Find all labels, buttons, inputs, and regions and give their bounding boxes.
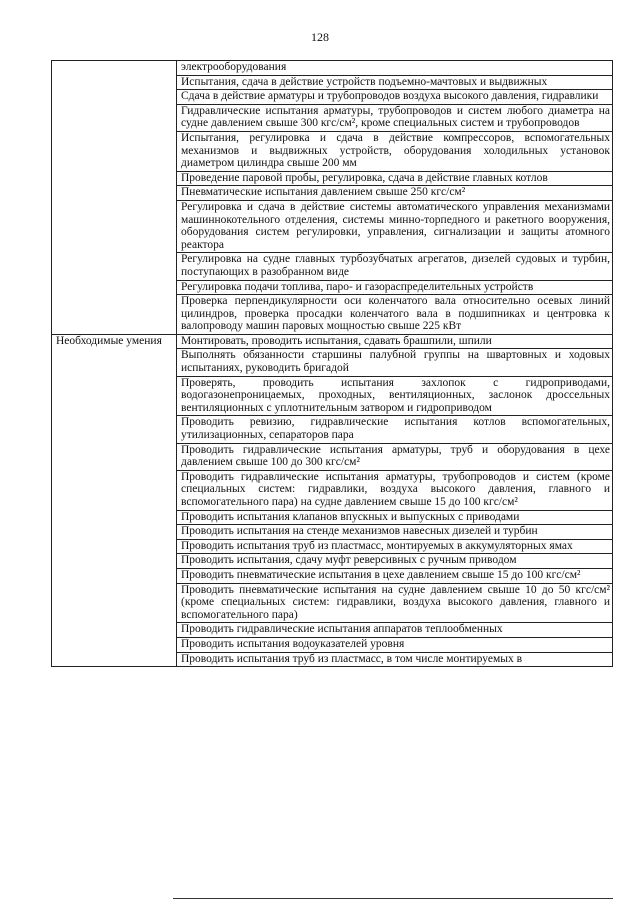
item-cell <box>177 295 613 335</box>
item-cell <box>177 568 613 583</box>
item-cell <box>177 510 613 525</box>
item-text: электрооборудования <box>181 61 287 73</box>
item-text: Регулировка и сдача в действие системы автоматического управления механизмами машиннокотельного отделения, системы минно-торпедного и ракетного вооружения, оборудования систем регулировки, управления, сигнализации и защиты атомного реактора <box>181 200 610 251</box>
label-cell-continued <box>52 61 177 335</box>
item-cell <box>177 90 613 105</box>
item-text: Проводить испытания, сдачу муфт реверсивных с ручным приводом <box>181 554 517 567</box>
item-text: Испытания, регулировка и сдача в действие компрессоров, вспомогательных механизмов и выдвижных устройств, оборудования холодильных установок диаметром цилиндра свыше 200 мм <box>181 131 610 170</box>
item-cell <box>177 349 613 376</box>
requirements-table <box>51 60 613 667</box>
item-cell <box>177 539 613 554</box>
item-text: Гидравлические испытания арматуры, трубопроводов и систем любого диаметра на судне давлением свыше 300 кгс/см², кроме специальных систем и трубопроводов <box>181 104 610 130</box>
item-text: Регулировка подачи топлива, паро- и газораспределительных устройств <box>181 280 534 293</box>
item-cell <box>177 334 613 349</box>
table-bottom-line <box>173 898 613 899</box>
item-cell <box>177 253 613 280</box>
item-text: Проводить испытания клапанов впускных и выпускных с приводами <box>181 510 520 523</box>
item-cell <box>177 583 613 623</box>
page-number: 128 <box>311 30 329 44</box>
item-text: Сдача в действие арматуры и трубопроводов воздуха высокого давления, гидравлики <box>181 90 599 103</box>
item-cell <box>177 75 613 90</box>
item-text: Регулировка на судне главных турбозубчатых агрегатов, дизелей судовых и турбин, поступающих в разобранном виде <box>181 253 610 278</box>
item-cell <box>177 554 613 569</box>
requirements-table-body <box>52 61 613 667</box>
item-text: Проводить гидравлические испытания арматуры, труб и оборудования в цехе давлением свыше 100 до 300 кгс/см² <box>181 443 610 469</box>
item-cell <box>177 200 613 252</box>
item-text: Пневматические испытания давлением свыше 250 кгс/см² <box>181 186 466 199</box>
item-text: Выполнять обязанности старшины палубной группы на швартовных и ходовых испытаниях, руководить бригадой <box>181 349 610 375</box>
label-cell-skills: Необходимые умения <box>52 334 177 666</box>
item-cell <box>177 131 613 171</box>
item-cell <box>177 470 613 510</box>
item-cell <box>177 104 613 131</box>
item-text: Монтировать, проводить испытания, сдавать брашпили, шпили <box>181 334 492 347</box>
item-cell <box>177 416 613 443</box>
table-row <box>52 334 613 349</box>
item-text: Проводить пневматические испытания на судне давлением свыше 10 до 50 кгс/см² (кроме специальных систем: гидравлики, воздуха высокого давления, главного и вспомогательного пара) <box>181 583 610 621</box>
item-text: Проводить гидравлические испытания аппаратов теплообменных <box>181 623 503 636</box>
item-text: Проверять, проводить испытания захлопок с гидроприводами, водогазонепроницаемых, проходных, вентиляционных, заслонок дроссельных вентиляционных с уплотнительным затвором и гидроприводом <box>181 376 610 414</box>
item-cell <box>177 186 613 201</box>
item-text: Испытания, сдача в действие устройств подъемно-мачтовых и выдвижных <box>181 75 548 88</box>
item-cell <box>177 61 613 76</box>
item-text: Проведение паровой пробы, регулировка, сдача в действие главных котлов <box>181 171 548 184</box>
item-text: Проводить испытания труб из пластмасс, монтируемых в аккумуляторных ямах <box>181 539 573 552</box>
item-cell <box>177 623 613 638</box>
item-cell <box>177 637 613 652</box>
item-cell <box>177 652 613 667</box>
item-text: Проводить пневматические испытания в цехе давлением свыше 15 до 100 кгс/см² <box>181 568 581 581</box>
item-text: Проводить испытания водоуказателей уровня <box>181 637 405 650</box>
table-row <box>52 61 613 76</box>
item-text: Проводить гидравлические испытания арматуры, трубопроводов и систем (кроме специальных систем: гидравлики, воздуха высокого давления, главного и вспомогательного пара) на судне давлением свыше 15 до 100 кгс/см² <box>181 470 610 508</box>
item-cell <box>177 171 613 186</box>
item-cell <box>177 443 613 470</box>
item-text: Проверка перпендикулярности оси коленчатого вала относительно осевых линий цилиндров, проверка просадки коленчатого вала в подшипниках и центровка к валопроводу машин паровых мощностью свыше 225 кВт <box>181 295 610 333</box>
item-cell <box>177 280 613 295</box>
item-text: Проводить испытания на стенде механизмов навесных дизелей и турбин <box>181 525 538 538</box>
item-cell <box>177 376 613 416</box>
item-cell <box>177 525 613 540</box>
item-text: Проводить ревизию, гидравлические испытания котлов вспомогательных, утилизационных, сепараторов пара <box>181 416 610 442</box>
item-text: Проводить испытания труб из пластмасс, в том числе монтируемых в <box>181 652 523 665</box>
